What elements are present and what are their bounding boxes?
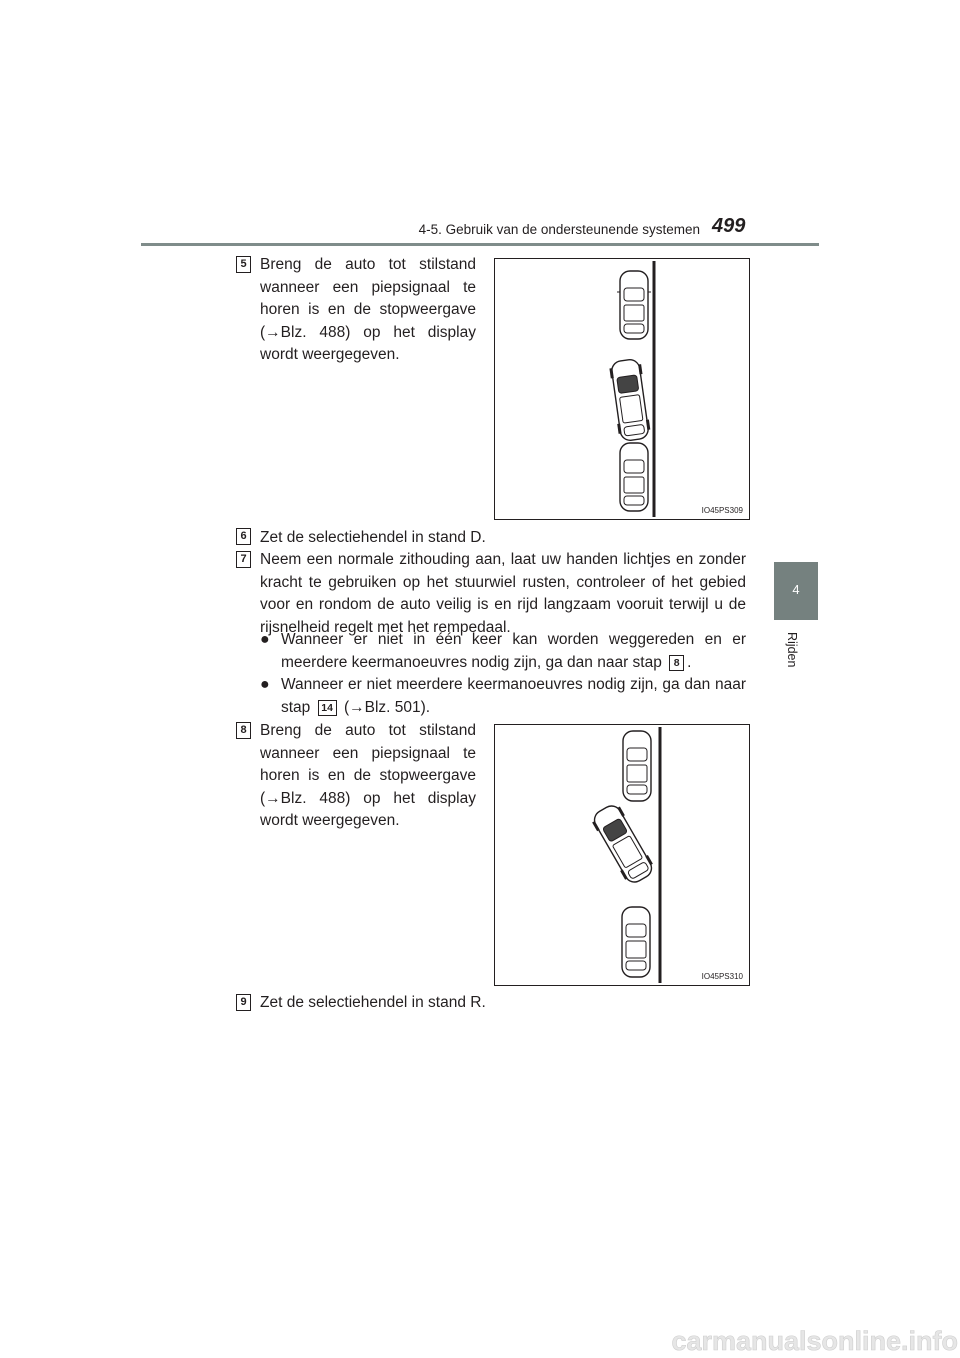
step-number-9: 9	[236, 994, 251, 1011]
bullet-dot: ●	[260, 676, 270, 693]
bullet-1-text: Wanneer er niet in één keer kan worden weggereden en er meerdere keermanoeuvres nodig zijn, ga dan naar stap	[281, 631, 746, 671]
parked-car-rear	[620, 443, 648, 511]
section-title: 4-5. Gebruik van de ondersteunende systemen	[418, 222, 700, 237]
parking-diagram-1	[494, 258, 750, 520]
step-ref-14: 14	[318, 700, 337, 716]
chapter-label: Rijden	[785, 632, 799, 668]
watermark-text: carmanualsonline.info	[671, 1326, 958, 1356]
step-ref-8: 8	[669, 655, 684, 671]
parking-diagram-2-art	[495, 725, 749, 985]
step-5-text: Breng de auto tot stilstand wanneer een piepsignaal te horen is en de stopweergave (→Blz. 488) op het display wordt weergegeven.	[260, 256, 476, 363]
step-9-text: Zet de selectiehendel in stand R.	[260, 994, 486, 1011]
parked-car-front	[623, 731, 651, 801]
parking-diagram-1-art	[495, 259, 749, 519]
own-car	[609, 358, 652, 442]
page-number: 499	[712, 215, 746, 237]
step-6-text: Zet de selectiehendel in stand D.	[260, 529, 486, 546]
chapter-tab	[774, 562, 818, 620]
step-number-5: 5	[236, 256, 251, 273]
watermark	[560, 1320, 960, 1358]
own-car	[589, 801, 657, 886]
parked-car-front	[617, 271, 651, 339]
parked-car-rear	[622, 907, 650, 977]
step-8-text: Breng de auto tot stilstand wanneer een piepsignaal te horen is en de stopweergave (→Blz. 488) op het display wordt weergegeven.	[260, 722, 476, 829]
parking-diagram-2	[494, 724, 750, 986]
step-number-6: 6	[236, 528, 251, 545]
step-7-text: Neem een normale zithouding aan, laat uw handen lichtjes en zonder kracht te gebruiken op het stuurwiel rusten, controleer of het gebied voor en rondom de auto veilig is en rijd langzaam vooruit terwijl u de rijsnelheid regelt met het rempedaal.	[260, 551, 746, 636]
header-rule	[141, 243, 819, 246]
figure-2-code: IO45PS310	[701, 972, 743, 981]
bullet-dot: ●	[260, 631, 270, 648]
bullet-2-text: Wanneer er niet meerdere keermanoeuvres nodig zijn, ga dan naar stap	[281, 676, 746, 716]
bullet-2-tail: (→Blz. 501).	[343, 698, 431, 716]
step-number-7: 7	[236, 551, 251, 568]
figure-1-code: IO45PS309	[701, 506, 743, 515]
bullet-1-tail: .	[687, 653, 692, 671]
chapter-number: 4	[792, 582, 800, 597]
step-number-8: 8	[236, 722, 251, 739]
